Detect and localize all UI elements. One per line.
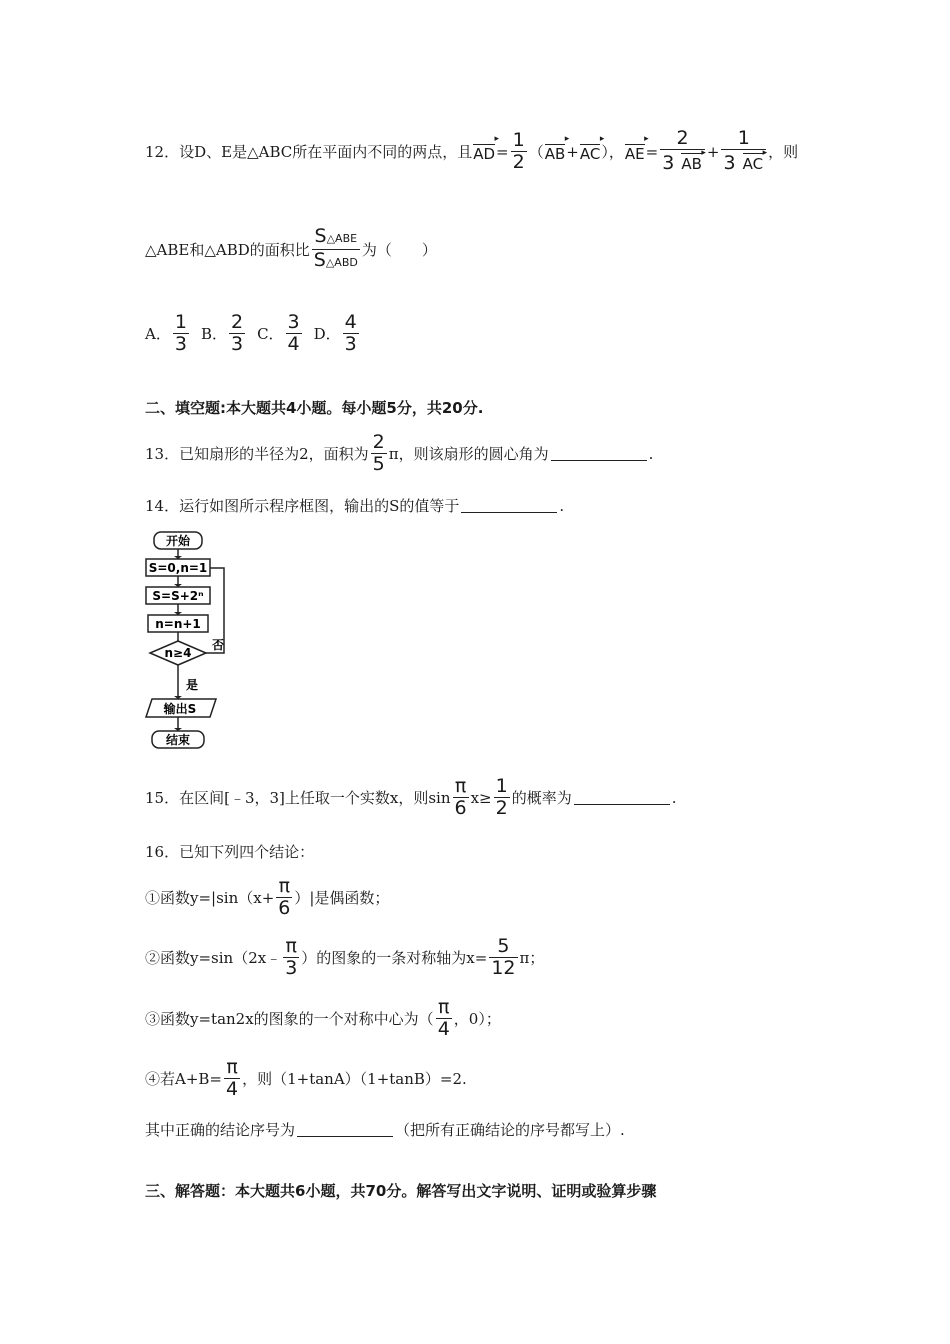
q16-intro: 16．已知下列四个结论： — [145, 843, 315, 861]
vector-ac: AC ▸ — [580, 141, 600, 163]
fraction-two-fifths: $\frac{2}{5}$ — [372, 431, 385, 475]
option-b: B． $\frac{2}{3}$ — [200, 311, 244, 355]
area-ratio-fraction: $\frac{\text{S△ABE}}{\text{S△ABD}}$ — [313, 225, 358, 271]
flowchart — [140, 527, 240, 762]
section-three-heading: 三、解答题：本大题共6小题，共70分。解答写出文字说明、证明或验算步骤 — [145, 1182, 657, 1200]
plus-sign: + — [566, 142, 579, 161]
q16-statement-2: ②函数y=sin（2x﹣ $\frac{\pi}{3}$ ）的图象的一条对称轴为x= $\frac{5}{12}$ π； — [145, 935, 545, 979]
q12-line2 — [145, 226, 437, 273]
q12-number: 12． — [145, 143, 180, 161]
equals-sign: = — [496, 142, 509, 161]
flowchart-incr-label: n=n+1 — [155, 617, 201, 631]
option-d: D． $\frac{4}{3}$ — [313, 311, 357, 355]
q14: 14．运行如图所示程序框图，输出的S的值等于 . — [145, 496, 565, 515]
answer-blank — [551, 446, 647, 461]
flowchart-cond-label: n≥4 — [164, 646, 192, 660]
fraction-one-half: $\frac{1}{2}$ — [512, 129, 525, 173]
vector-ab-2: AB ▸ — [681, 150, 702, 175]
flowchart-yes-label: 是 — [186, 678, 199, 692]
vector-ae: AE ▸ — [625, 141, 645, 163]
q12-line1 — [145, 128, 798, 175]
q13: 13．已知扇形的半径为2，面积为 $\frac{2}{5}$ π，则该扇形的圆心角为 . — [145, 431, 654, 475]
q12-options — [145, 312, 361, 355]
answer-blank — [461, 498, 557, 513]
answer-paren: 为（ ） — [361, 241, 437, 259]
fraction-two-thirds: $\frac{2}{3 AB}$ ▸ — [660, 128, 705, 175]
q12-text: 设D、E是△ABC所在平面内不同的两点，且 — [179, 143, 473, 161]
vector-ab: AB ▸ — [545, 141, 566, 163]
vector-ac-2: AC ▸ — [743, 150, 763, 175]
flowchart-end-label: 结束 — [165, 733, 191, 747]
fraction-pi-over-6: $\frac{\pi}{6}$ — [454, 775, 467, 819]
answer-blank — [297, 1122, 393, 1137]
fraction-one-half: $\frac{1}{2}$ — [495, 775, 508, 819]
q15: 15．在区间[﹣3，3]上任取一个实数x，则sin $\frac{\pi}{6}$ x≥ $\frac{1}{2}$ 的概率为 . — [145, 775, 677, 819]
fraction-one-third: $\frac{1}{3 AC}$ ▸ — [721, 128, 766, 175]
q16-answer-line: 其中正确的结论序号为 （把所有正确结论的序号都写上）. — [145, 1121, 625, 1139]
q16-statement-4: ④若A+B= $\frac{\pi}{4}$ ，则（1+tanA）（1+tanB）=2. — [145, 1056, 467, 1100]
flowchart-init-label: S=0,n=1 — [148, 561, 208, 575]
flowchart-start-label: 开始 — [165, 534, 191, 548]
section-two-heading: 二、填空题:本大题共4小题。每小题5分，共20分. — [145, 399, 484, 417]
q16-statement-1: ①函数y=|sin（x+ $\frac{\pi}{6}$ ）|是偶函数； — [145, 875, 390, 919]
flowchart-step-label: S=S+2ⁿ — [152, 589, 204, 603]
answer-blank — [574, 790, 670, 805]
vector-ad: AD ▸ — [473, 141, 495, 163]
then-text: ，则 — [768, 143, 799, 161]
flowchart-output-label: 输出S — [163, 702, 197, 716]
area-ratio-text: △ABE和△ABD的面积比 — [145, 241, 310, 259]
option-a: A． $\frac{1}{3}$ — [145, 311, 187, 355]
right-paren: ）， — [601, 143, 624, 161]
left-paren: （ — [528, 143, 544, 161]
q16-statement-3: ③函数y=tan2x的图象的一个对称中心为（ $\frac{\pi}{4}$ ，0）； — [145, 996, 501, 1040]
plus-sign: + — [706, 142, 720, 161]
flowchart-no-label: 否 — [212, 638, 225, 652]
equals-sign: = — [645, 142, 659, 161]
option-c: C． $\frac{3}{4}$ — [257, 311, 300, 355]
